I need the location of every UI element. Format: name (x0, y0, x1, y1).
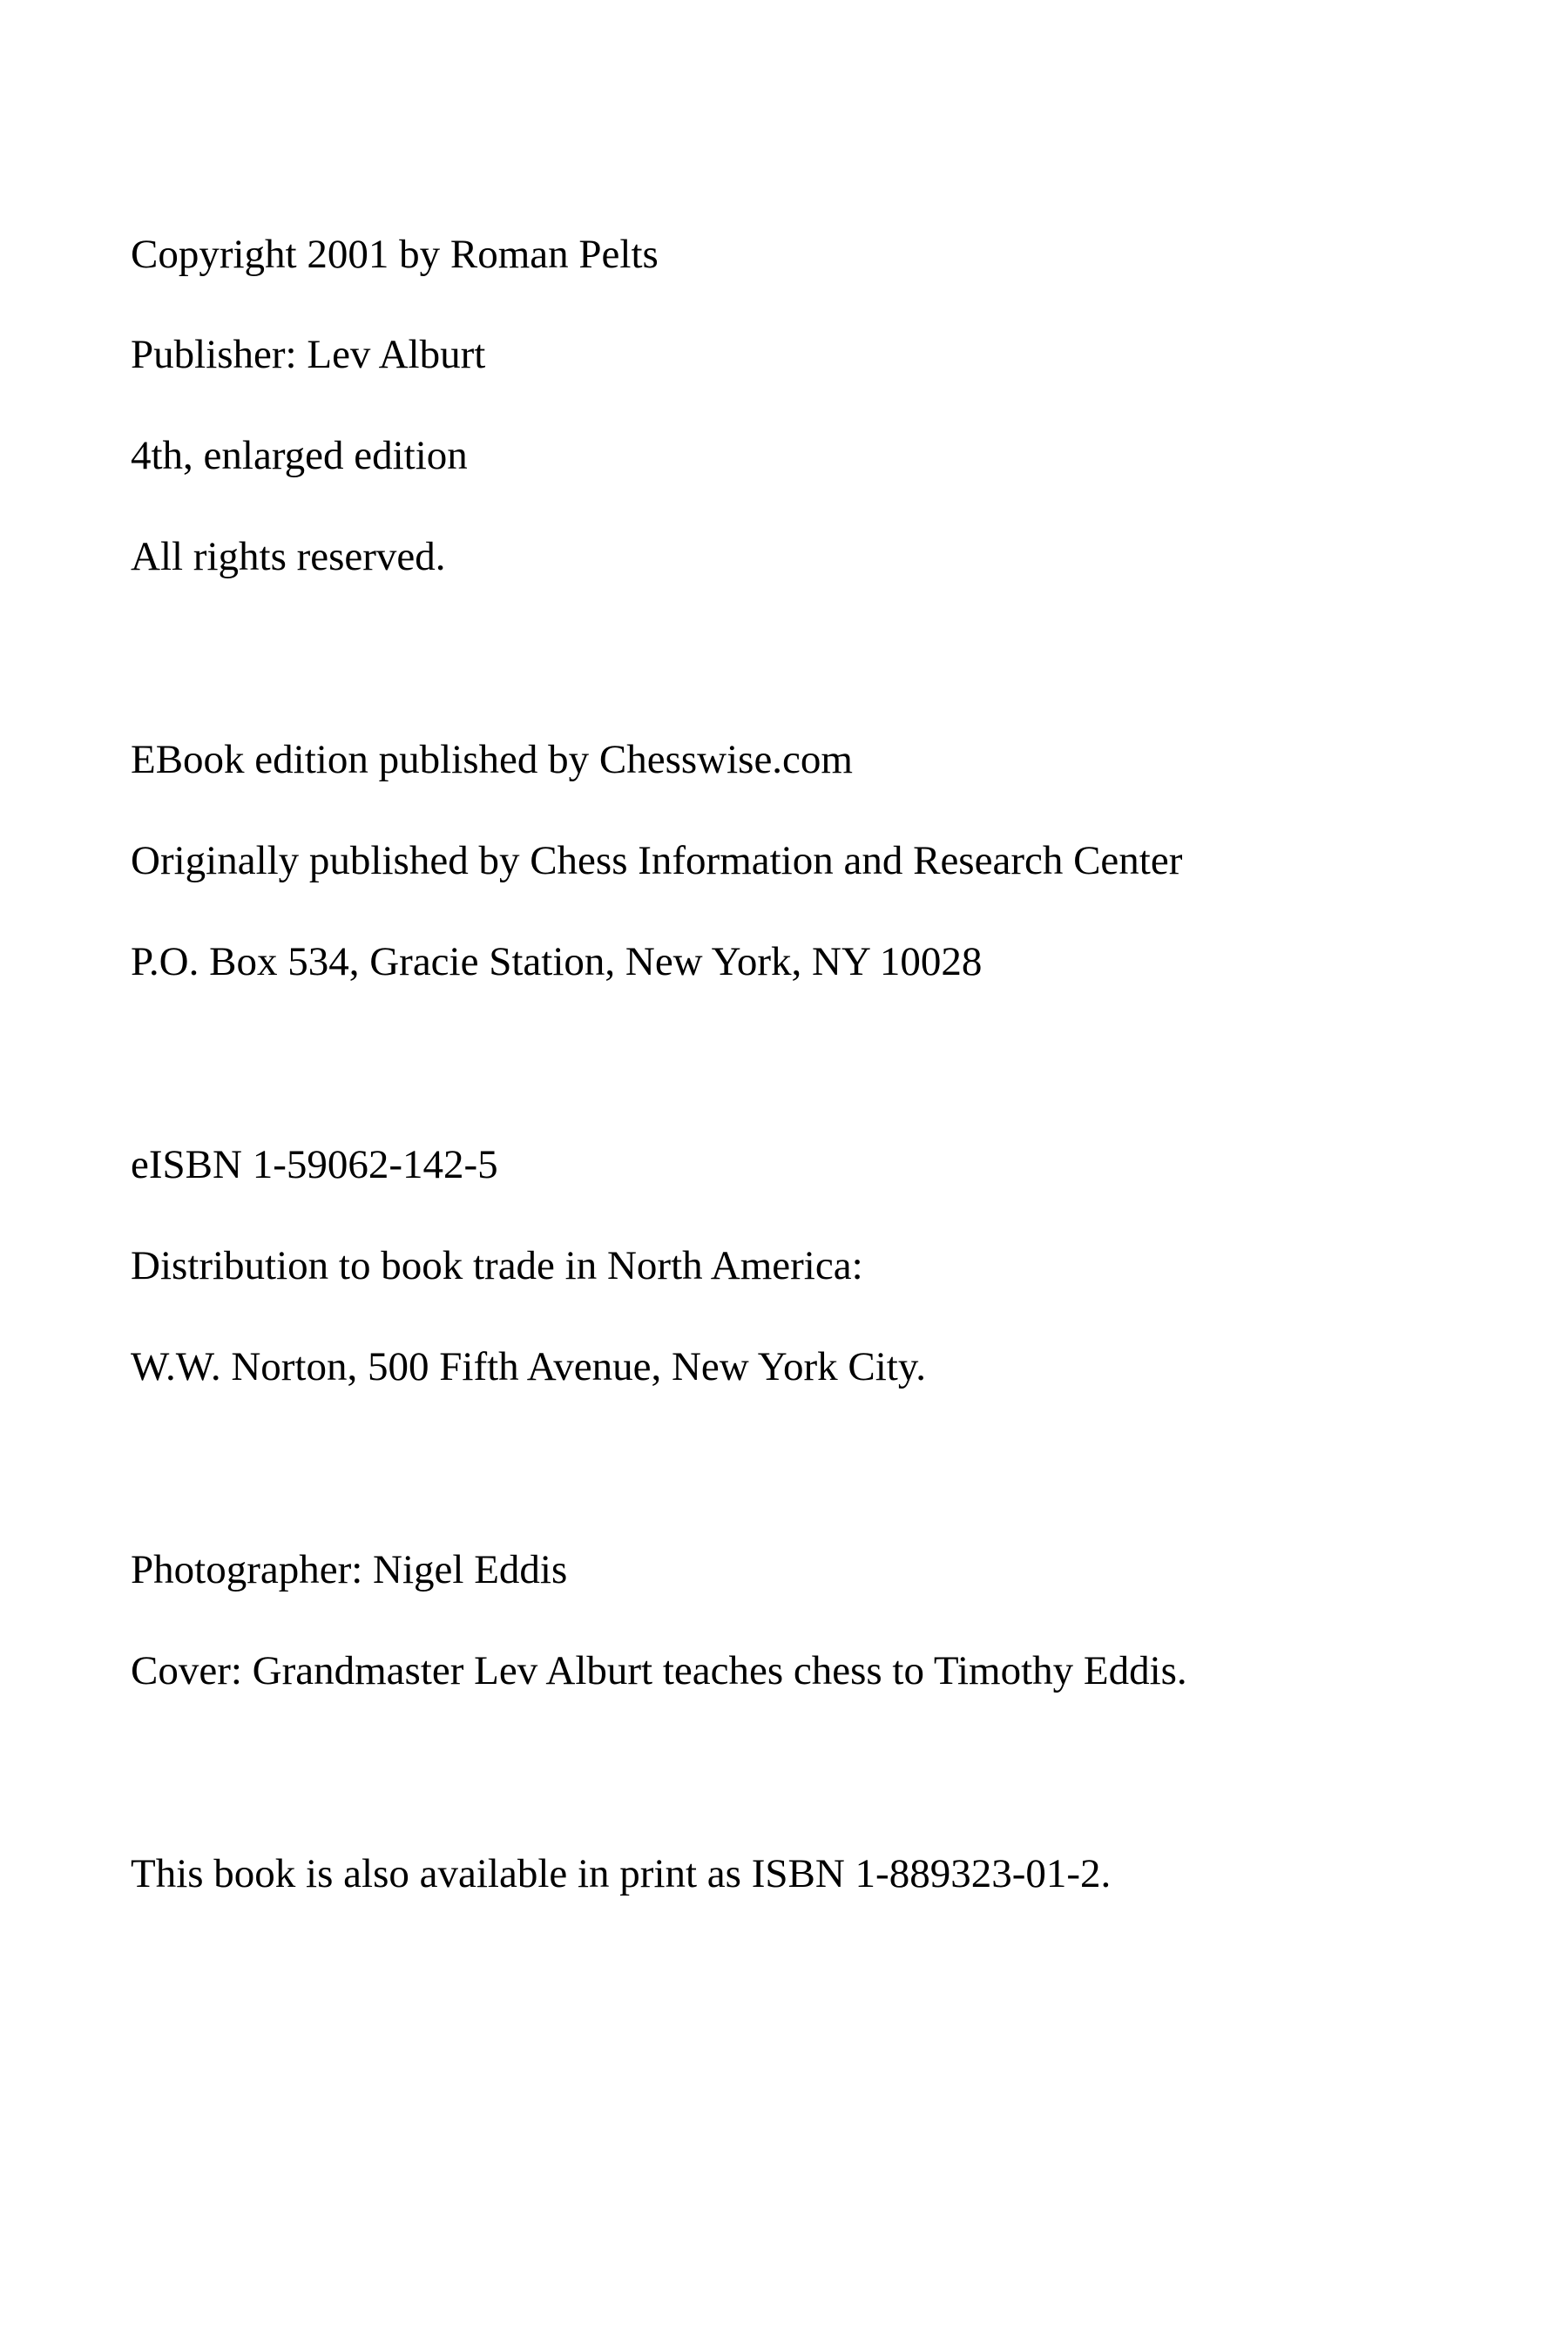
eisbn-line: eISBN 1-59062-142-5 (131, 1142, 498, 1187)
copyright-line: Copyright 2001 by Roman Pelts (131, 232, 659, 277)
cover-credit-line: Cover: Grandmaster Lev Alburt teaches chess to Timothy Eddis. (131, 1648, 1187, 1693)
publisher-address-line: P.O. Box 534, Gracie Station, New York, NY 10028 (131, 939, 983, 984)
print-isbn-line: This book is also available in print as ISBN 1-889323-01-2. (131, 1851, 1112, 1896)
edition-line: 4th, enlarged edition (131, 433, 468, 478)
publisher-line: Publisher: Lev Alburt (131, 332, 486, 377)
photographer-line: Photographer: Nigel Eddis (131, 1547, 568, 1592)
original-publisher-line: Originally published by Chess Information and Research Center (131, 838, 1183, 883)
distribution-line: Distribution to book trade in North America: (131, 1243, 863, 1288)
distributor-line: W.W. Norton, 500 Fifth Avenue, New York City. (131, 1344, 927, 1389)
ebook-edition-line: EBook edition published by Chesswise.com (131, 737, 853, 782)
rights-reserved-line: All rights reserved. (131, 534, 446, 579)
